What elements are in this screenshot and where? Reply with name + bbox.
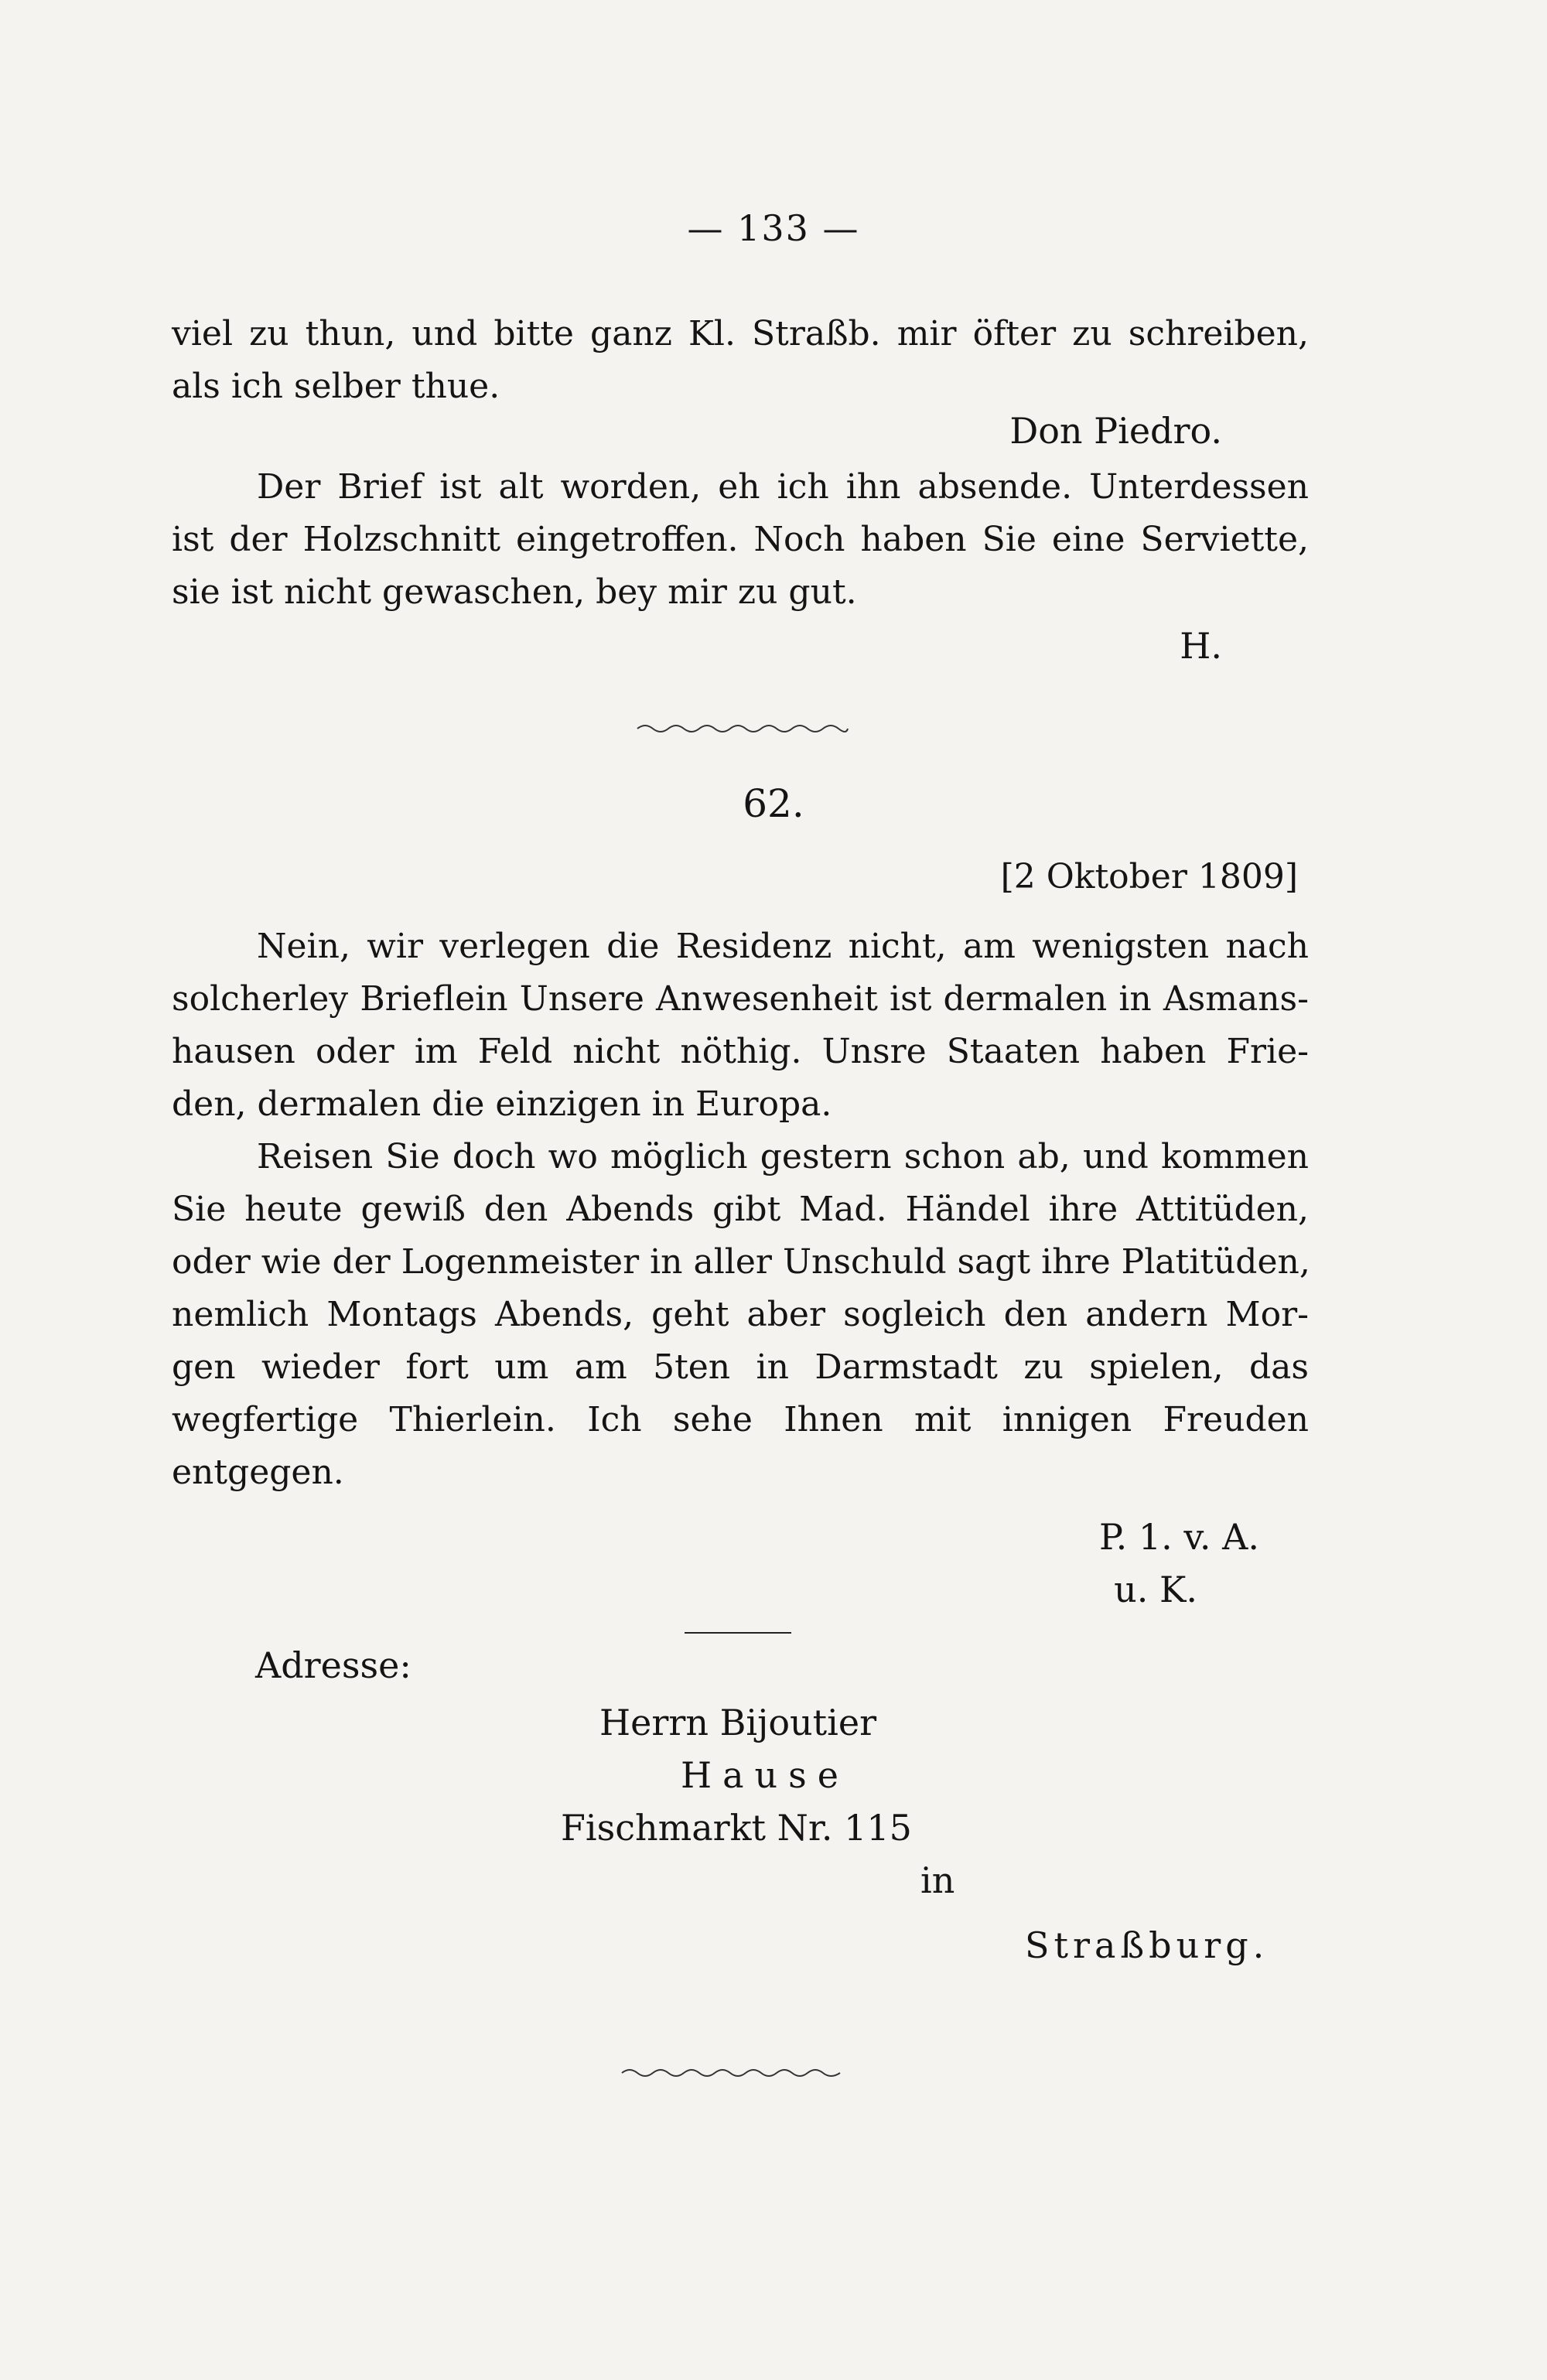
letter-62-signature-line-2: u. K. — [1114, 1569, 1197, 1610]
postscript-signature: H. — [1180, 625, 1222, 667]
letter-62-paragraph-2 — [172, 1131, 1309, 1499]
text-line: solcherley Brieflein Unsere Anwesenheit ist dermalen in Asmans- — [172, 979, 1309, 1019]
text-line: Nein, wir verlegen die Residenz nicht, am wenigsten nach — [257, 927, 1309, 966]
address-line-street: Fischmarkt Nr. 115 — [561, 1807, 912, 1849]
text-line: Sie heute gewiß den Abends gibt Mad. Händel ihre Attitüden, — [172, 1190, 1309, 1229]
address-line-city: Straßburg. — [1025, 1924, 1269, 1966]
text-line: wegfertige Thierlein. Ich sehe Ihnen mit innigen Freuden — [172, 1400, 1309, 1439]
text-line: nemlich Montags Abends, geht aber sogleich den andern Mor- — [172, 1295, 1309, 1334]
letter-62-signature-line-1: P. 1. v. A. — [1099, 1516, 1259, 1558]
text-line: viel zu thun, und bitte ganz Kl. Straßb. mir öfter zu schreiben, — [172, 314, 1309, 353]
separator-rule — [685, 1632, 791, 1634]
address-line-recipient: Herrn Bijoutier — [599, 1702, 877, 1743]
page-number: — 133 — — [687, 207, 860, 249]
text-line: als ich selber thue. — [172, 367, 500, 406]
text-line: entgegen. — [172, 1453, 344, 1492]
text-line: Reisen Sie doch wo möglich gestern schon ab, und kommen — [257, 1137, 1309, 1176]
text-line: sie ist nicht gewaschen, bey mir zu gut. — [172, 572, 857, 612]
letter-number: 62. — [743, 781, 804, 826]
address-line-name: Hause — [681, 1754, 849, 1796]
wavy-separator-ornament-bottom — [619, 2064, 843, 2082]
address-label: Adresse: — [255, 1644, 412, 1686]
text-line: oder wie der Logenmeister in aller Unschuld sagt ihre Platitüden, — [172, 1242, 1310, 1282]
text-line: den, dermalen die einzigen in Europa. — [172, 1084, 832, 1124]
letter-date: [2 Oktober 1809] — [1000, 857, 1298, 896]
text-line: ist der Holzschnitt eingetroffen. Noch haben Sie eine Serviette, — [172, 520, 1309, 559]
signature-don-piedro: Don Piedro. — [1009, 410, 1222, 452]
address-line-in: in — [920, 1859, 955, 1901]
text-line: Der Brief ist alt worden, eh ich ihn absende. Unterdessen — [257, 467, 1309, 507]
text-line: gen wieder fort um am 5ten in Darmstadt zu spielen, das — [172, 1347, 1309, 1387]
letter-61-closing-text — [172, 308, 1309, 413]
text-line: hausen oder im Feld nicht nöthig. Unsre Staaten haben Frie- — [172, 1032, 1309, 1071]
letter-62-paragraph-1 — [172, 920, 1309, 1131]
postscript — [172, 461, 1309, 619]
wavy-separator-ornament — [634, 719, 851, 738]
